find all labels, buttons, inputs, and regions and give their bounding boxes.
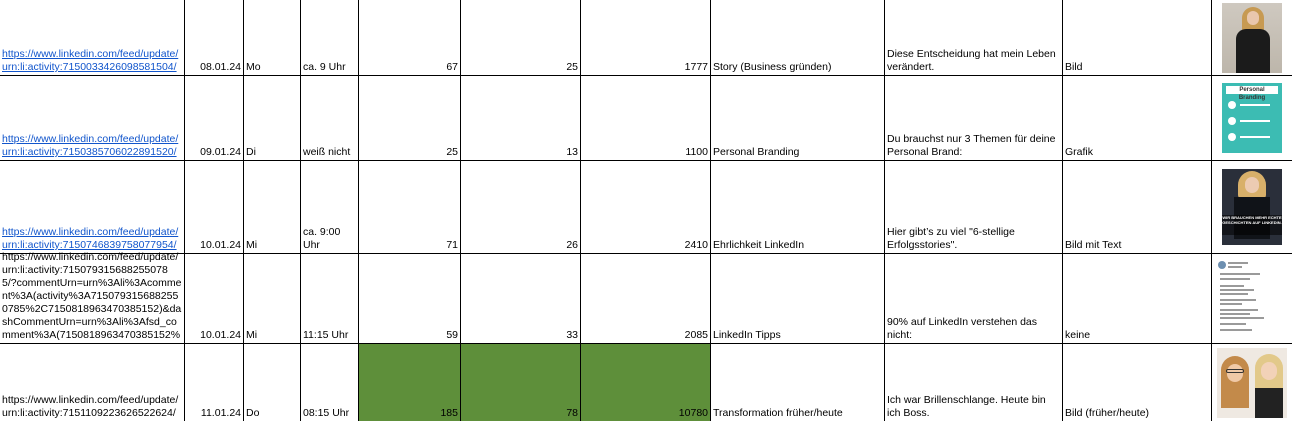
value1-cell-highlighted[interactable]: 185 — [359, 344, 461, 421]
hook-cell[interactable]: Hier gibt’s zu viel "6-stellige Erfolgsstories". — [885, 161, 1063, 253]
thumbnail-caption: WIR BRAUCHEN MEHR ECHTE GESCHICHTEN AUF LINKEDIN. — [1222, 215, 1282, 235]
value2-cell[interactable]: 13 — [461, 76, 581, 160]
value2-cell[interactable]: 26 — [461, 161, 581, 253]
personal-branding-graphic-thumbnail — [1222, 83, 1282, 153]
value1-cell[interactable]: 59 — [359, 254, 461, 343]
thumbnail-cell[interactable] — [1212, 254, 1292, 343]
url-cell[interactable] — [0, 76, 185, 160]
table-row — [0, 161, 1292, 254]
topic-cell[interactable]: LinkedIn Tipps — [711, 254, 885, 343]
time-cell[interactable]: 08:15 Uhr — [301, 344, 359, 421]
format-cell[interactable]: Grafik — [1063, 76, 1212, 160]
weekday-cell[interactable]: Mi — [244, 161, 301, 253]
time-cell[interactable]: weiß nicht — [301, 76, 359, 160]
time-cell[interactable]: ca. 9 Uhr — [301, 0, 359, 75]
thumbnail-title: Personal Branding — [1226, 86, 1278, 94]
weekday-cell[interactable]: Di — [244, 76, 301, 160]
weekday-cell[interactable]: Do — [244, 344, 301, 421]
thumbnail-cell[interactable] — [1212, 161, 1292, 253]
value2-cell[interactable]: 25 — [461, 0, 581, 75]
table-row — [0, 76, 1292, 161]
hook-cell[interactable]: Ich war Brillenschlange. Heute bin ich Boss. — [885, 344, 1063, 421]
hook-cell[interactable]: Du brauchst nur 3 Themen für deine Personal Brand: — [885, 76, 1063, 160]
date-cell[interactable]: 09.01.24 — [185, 76, 244, 160]
before-after-photo-thumbnail — [1217, 348, 1287, 418]
thumbnail-cell[interactable] — [1212, 0, 1292, 75]
format-cell[interactable]: Bild (früher/heute) — [1063, 344, 1212, 421]
format-cell[interactable]: Bild mit Text — [1063, 161, 1212, 253]
topic-cell[interactable]: Ehrlichkeit LinkedIn — [711, 161, 885, 253]
text-post-screenshot-thumbnail — [1216, 259, 1288, 339]
value3-cell[interactable]: 2085 — [581, 254, 711, 343]
topic-cell[interactable]: Transformation früher/heute — [711, 344, 885, 421]
value3-cell[interactable]: 2410 — [581, 161, 711, 253]
post-url-text[interactable]: https://www.linkedin.com/feed/update/urn:li:activity:7151109223626522624/ — [2, 394, 179, 419]
format-cell[interactable]: Bild — [1063, 0, 1212, 75]
date-cell[interactable]: 10.01.24 — [185, 254, 244, 343]
post-link[interactable]: https://www.linkedin.com/feed/update/urn:li:activity:7150385706022891520/ — [2, 133, 179, 158]
post-link[interactable]: https://www.linkedin.com/feed/update/urn:li:activity:7150746839758077954/ — [2, 226, 179, 251]
thumbnail-cell[interactable] — [1212, 76, 1292, 160]
image-with-text-thumbnail — [1222, 169, 1282, 245]
time-cell[interactable]: 11:15 Uhr — [301, 254, 359, 343]
value3-cell-highlighted[interactable]: 10780 — [581, 344, 711, 421]
date-cell[interactable]: 10.01.24 — [185, 161, 244, 253]
weekday-cell[interactable]: Mi — [244, 254, 301, 343]
date-cell[interactable]: 08.01.24 — [185, 0, 244, 75]
topic-cell[interactable]: Story (Business gründen) — [711, 0, 885, 75]
format-cell[interactable]: keine — [1063, 254, 1212, 343]
value1-cell[interactable]: 67 — [359, 0, 461, 75]
value3-cell[interactable]: 1777 — [581, 0, 711, 75]
value1-cell[interactable]: 25 — [359, 76, 461, 160]
post-link[interactable]: https://www.linkedin.com/feed/update/urn:li:activity:7150033426098581504/ — [2, 48, 179, 73]
value2-cell-highlighted[interactable]: 78 — [461, 344, 581, 421]
portrait-photo-thumbnail — [1222, 3, 1282, 73]
url-cell[interactable] — [0, 0, 185, 75]
weekday-cell[interactable]: Mo — [244, 0, 301, 75]
table-row — [0, 251, 1292, 344]
url-cell[interactable] — [0, 344, 185, 421]
hook-cell[interactable]: Diese Entscheidung hat mein Leben verändert. — [885, 0, 1063, 75]
table-row — [0, 344, 1292, 421]
topic-cell[interactable]: Personal Branding — [711, 76, 885, 160]
hook-cell[interactable]: 90% auf LinkedIn verstehen das nicht: — [885, 254, 1063, 343]
time-cell[interactable]: ca. 9:00 Uhr — [301, 161, 359, 253]
thumbnail-cell[interactable] — [1212, 344, 1292, 421]
url-cell[interactable] — [0, 251, 185, 343]
table-row — [0, 0, 1292, 76]
url-cell[interactable] — [0, 161, 185, 253]
date-cell[interactable]: 11.01.24 — [185, 344, 244, 421]
value2-cell[interactable]: 33 — [461, 254, 581, 343]
value3-cell[interactable]: 1100 — [581, 76, 711, 160]
post-url-text[interactable]: https://www.linkedin.com/feed/update/urn:li:activity:7150793156882550785/?commentUrn=urn%3Ali%3Acomment%3A(activity%3A7150793156882550785%2C7150818963470385152)&dashCommentUrn=urn%3Ali%3Afsd_comment%3A(7150818963470385152% — [2, 251, 182, 341]
value1-cell[interactable]: 71 — [359, 161, 461, 253]
